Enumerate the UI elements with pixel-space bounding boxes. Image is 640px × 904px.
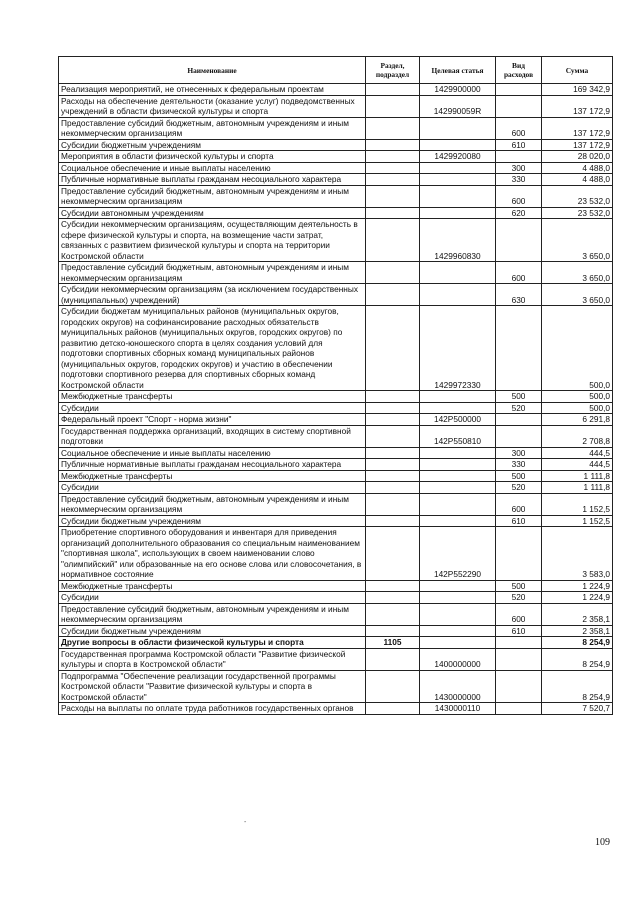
cell-section <box>366 162 420 174</box>
table-row <box>59 414 613 426</box>
cell-kind: 600 <box>496 185 542 207</box>
cell-sum: 1 111,8 <box>542 482 613 494</box>
cell-name: Реализация мероприятий, не отнесенных к федеральным проектам <box>59 84 366 96</box>
cell-name: Публичные нормативные выплаты гражданам несоциального характера <box>59 459 366 471</box>
cell-target: 142P500000 <box>420 414 496 426</box>
cell-kind: 330 <box>496 459 542 471</box>
cell-kind: 520 <box>496 482 542 494</box>
cell-section <box>366 306 420 391</box>
table-row <box>59 402 613 414</box>
table-row <box>59 470 613 482</box>
cell-target: 1430000110 <box>420 703 496 715</box>
cell-name: Субсидии <box>59 482 366 494</box>
cell-name: Субсидии бюджетам муниципальных районов (муниципальных округов, городских округов) на софинансирование расходных обязательств муниципальных районов (муниципальных округов, городских округов) по развитию детско-юношеского спорта в целях создания условий для подготовки спортивных сборных команд муниципальных районов (муниципальных округов, городских округов) и участию в обеспечении подготовки спортивного резерва для спортивных сборных команд Костромской области <box>59 306 366 391</box>
cell-name: Предоставление субсидий бюджетным, автономным учреждениям и иным некоммерческим организациям <box>59 493 366 515</box>
cell-name: Предоставление субсидий бюджетным, автономным учреждениям и иным некоммерческим организациям <box>59 262 366 284</box>
table-row <box>59 151 613 163</box>
cell-target <box>420 470 496 482</box>
cell-target <box>420 447 496 459</box>
cell-kind: 600 <box>496 603 542 625</box>
cell-section <box>366 527 420 581</box>
table-row <box>59 162 613 174</box>
cell-name: Субсидии некоммерческим организациям (за исключением государственных (муниципальных) учреждений) <box>59 284 366 306</box>
cell-target <box>420 162 496 174</box>
cell-sum: 137 172,9 <box>542 117 613 139</box>
cell-target: 1429900000 <box>420 84 496 96</box>
cell-section <box>366 703 420 715</box>
cell-section <box>366 139 420 151</box>
table-row <box>59 391 613 403</box>
cell-kind: 520 <box>496 592 542 604</box>
header-sum: Сумма <box>542 57 613 84</box>
table-row <box>59 262 613 284</box>
table-row <box>59 174 613 186</box>
cell-sum: 3 650,0 <box>542 284 613 306</box>
table-row <box>59 493 613 515</box>
table-row <box>59 447 613 459</box>
table-row <box>59 648 613 670</box>
cell-name: Подпрограмма "Обеспечение реализации государственной программы Костромской области "Развитие физической культуры и спорта в Костромской области" <box>59 670 366 703</box>
cell-target <box>420 637 496 649</box>
cell-section <box>366 117 420 139</box>
cell-name: Федеральный проект "Спорт - норма жизни" <box>59 414 366 426</box>
cell-sum: 3 583,0 <box>542 527 613 581</box>
cell-target: 1400000000 <box>420 648 496 670</box>
table-row <box>59 425 613 447</box>
cell-name: Субсидии <box>59 592 366 604</box>
cell-kind <box>496 95 542 117</box>
cell-sum: 2 358,1 <box>542 625 613 637</box>
cell-sum: 1 152,5 <box>542 515 613 527</box>
header-name: Наименование <box>59 57 366 84</box>
budget-table <box>58 56 613 715</box>
cell-sum: 500,0 <box>542 306 613 391</box>
cell-sum: 444,5 <box>542 447 613 459</box>
cell-sum: 4 488,0 <box>542 162 613 174</box>
table-row <box>59 219 613 262</box>
cell-name: Социальное обеспечение и иные выплаты населению <box>59 447 366 459</box>
cell-kind: 300 <box>496 447 542 459</box>
table-row <box>59 95 613 117</box>
cell-section <box>366 219 420 262</box>
cell-sum: 444,5 <box>542 459 613 471</box>
cell-target <box>420 262 496 284</box>
cell-sum: 2 708,8 <box>542 425 613 447</box>
cell-kind <box>496 84 542 96</box>
table-row <box>59 515 613 527</box>
header-target: Целевая статья <box>420 57 496 84</box>
cell-kind <box>496 425 542 447</box>
cell-section <box>366 470 420 482</box>
cell-sum: 500,0 <box>542 391 613 403</box>
table-row <box>59 207 613 219</box>
cell-kind: 600 <box>496 262 542 284</box>
cell-section <box>366 515 420 527</box>
cell-section <box>366 151 420 163</box>
cell-sum: 137 172,9 <box>542 95 613 117</box>
cell-sum: 137 172,9 <box>542 139 613 151</box>
cell-name: Межбюджетные трансферты <box>59 470 366 482</box>
cell-sum: 3 650,0 <box>542 262 613 284</box>
cell-target: 142P550810 <box>420 425 496 447</box>
cell-kind: 330 <box>496 174 542 186</box>
table-row <box>59 84 613 96</box>
cell-sum: 3 650,0 <box>542 219 613 262</box>
cell-kind: 500 <box>496 391 542 403</box>
cell-sum: 4 488,0 <box>542 174 613 186</box>
cell-sum: 1 224,9 <box>542 580 613 592</box>
cell-sum: 8 254,9 <box>542 637 613 649</box>
table-row <box>59 670 613 703</box>
cell-section <box>366 580 420 592</box>
cell-target <box>420 185 496 207</box>
cell-kind <box>496 637 542 649</box>
cell-target <box>420 139 496 151</box>
cell-target <box>420 493 496 515</box>
cell-name: Субсидии бюджетным учреждениям <box>59 139 366 151</box>
cell-section <box>366 207 420 219</box>
cell-section <box>366 262 420 284</box>
table-row <box>59 527 613 581</box>
cell-target <box>420 117 496 139</box>
table-header-row <box>59 57 613 84</box>
cell-name: Расходы на обеспечение деятельности (оказание услуг) подведомственных учреждений в области физической культуры и спорта <box>59 95 366 117</box>
header-kind: Вид расходов <box>496 57 542 84</box>
cell-name: Межбюджетные трансферты <box>59 580 366 592</box>
cell-target <box>420 515 496 527</box>
cell-sum: 1 152,5 <box>542 493 613 515</box>
cell-kind <box>496 219 542 262</box>
cell-target <box>420 459 496 471</box>
table-row <box>59 703 613 715</box>
budget-sheet <box>58 56 612 715</box>
cell-target: 1429920080 <box>420 151 496 163</box>
cell-sum: 1 111,8 <box>542 470 613 482</box>
cell-kind: 500 <box>496 470 542 482</box>
cell-name: Субсидии <box>59 402 366 414</box>
cell-section <box>366 174 420 186</box>
cell-name: Межбюджетные трансферты <box>59 391 366 403</box>
table-body <box>59 84 613 715</box>
cell-sum: 1 224,9 <box>542 592 613 604</box>
cell-sum: 8 254,9 <box>542 670 613 703</box>
footer-mark: - <box>244 819 247 826</box>
cell-kind <box>496 414 542 426</box>
table-row <box>59 482 613 494</box>
cell-sum: 7 520,7 <box>542 703 613 715</box>
cell-name: Субсидии бюджетным учреждениям <box>59 625 366 637</box>
cell-section <box>366 459 420 471</box>
cell-kind <box>496 670 542 703</box>
cell-target: 1430000000 <box>420 670 496 703</box>
cell-section <box>366 84 420 96</box>
cell-sum: 23 532,0 <box>542 207 613 219</box>
cell-section <box>366 482 420 494</box>
cell-section <box>366 603 420 625</box>
cell-sum: 28 020,0 <box>542 151 613 163</box>
cell-target <box>420 625 496 637</box>
cell-sum: 500,0 <box>542 402 613 414</box>
cell-target <box>420 482 496 494</box>
cell-kind: 610 <box>496 625 542 637</box>
cell-section <box>366 284 420 306</box>
table-row <box>59 117 613 139</box>
cell-section <box>366 95 420 117</box>
cell-sum: 8 254,9 <box>542 648 613 670</box>
cell-kind: 300 <box>496 162 542 174</box>
cell-name: Субсидии автономным учреждениям <box>59 207 366 219</box>
table-row <box>59 580 613 592</box>
cell-section <box>366 391 420 403</box>
table-row <box>59 625 613 637</box>
cell-kind <box>496 648 542 670</box>
cell-name: Государственная поддержка организаций, входящих в систему спортивной подготовки <box>59 425 366 447</box>
cell-target: 142990059R <box>420 95 496 117</box>
cell-target <box>420 284 496 306</box>
cell-name: Расходы на выплаты по оплате труда работников государственных органов <box>59 703 366 715</box>
cell-section: 1105 <box>366 637 420 649</box>
table-row <box>59 306 613 391</box>
header-section: Раздел, подраздел <box>366 57 420 84</box>
table-row <box>59 284 613 306</box>
cell-kind: 600 <box>496 117 542 139</box>
cell-target <box>420 402 496 414</box>
cell-kind: 610 <box>496 515 542 527</box>
cell-name: Государственная программа Костромской области "Развитие физической культуры и спорта в Костромской области" <box>59 648 366 670</box>
cell-name: Субсидии бюджетным учреждениям <box>59 515 366 527</box>
cell-kind: 600 <box>496 493 542 515</box>
cell-section <box>366 493 420 515</box>
cell-section <box>366 625 420 637</box>
cell-section <box>366 185 420 207</box>
cell-kind: 630 <box>496 284 542 306</box>
cell-target: 1429972330 <box>420 306 496 391</box>
cell-section <box>366 414 420 426</box>
cell-target <box>420 603 496 625</box>
cell-kind <box>496 527 542 581</box>
cell-name: Субсидии некоммерческим организациям, осуществляющим деятельность в сфере физической культуры и спорта, на возмещение части затрат, связанных с развитием физической культуры и спорта на территории Костромской области <box>59 219 366 262</box>
cell-name: Мероприятия в области физической культуры и спорта <box>59 151 366 163</box>
cell-sum: 23 532,0 <box>542 185 613 207</box>
cell-target: 1429960830 <box>420 219 496 262</box>
cell-kind: 620 <box>496 207 542 219</box>
cell-kind: 500 <box>496 580 542 592</box>
table-row <box>59 185 613 207</box>
table-row <box>59 603 613 625</box>
cell-section <box>366 402 420 414</box>
cell-kind: 520 <box>496 402 542 414</box>
cell-target <box>420 207 496 219</box>
table-row <box>59 637 613 649</box>
cell-name: Другие вопросы в области физической культуры и спорта <box>59 637 366 649</box>
cell-section <box>366 447 420 459</box>
table-row <box>59 459 613 471</box>
cell-sum: 169 342,9 <box>542 84 613 96</box>
cell-sum: 2 358,1 <box>542 603 613 625</box>
cell-kind <box>496 703 542 715</box>
cell-sum: 6 291,8 <box>542 414 613 426</box>
cell-target <box>420 174 496 186</box>
page-number: 109 <box>595 837 610 848</box>
cell-section <box>366 592 420 604</box>
cell-name: Предоставление субсидий бюджетным, автономным учреждениям и иным некоммерческим организациям <box>59 185 366 207</box>
cell-section <box>366 425 420 447</box>
cell-section <box>366 670 420 703</box>
cell-kind: 610 <box>496 139 542 151</box>
cell-target: 142P552290 <box>420 527 496 581</box>
cell-name: Предоставление субсидий бюджетным, автономным учреждениям и иным некоммерческим организациям <box>59 117 366 139</box>
cell-name: Социальное обеспечение и иные выплаты населению <box>59 162 366 174</box>
cell-target <box>420 592 496 604</box>
cell-kind <box>496 306 542 391</box>
cell-name: Предоставление субсидий бюджетным, автономным учреждениям и иным некоммерческим организациям <box>59 603 366 625</box>
cell-target <box>420 391 496 403</box>
cell-kind <box>496 151 542 163</box>
table-row <box>59 592 613 604</box>
cell-name: Приобретение спортивного оборудования и инвентаря для приведения организаций дополнительного образования со специальным наименованием "спортивная школа", использующих в своем наименовании слово "олимпийский" или образованные на его основе слова или словосочетания, в нормативное состояние <box>59 527 366 581</box>
cell-name: Публичные нормативные выплаты гражданам несоциального характера <box>59 174 366 186</box>
cell-target <box>420 580 496 592</box>
table-row <box>59 139 613 151</box>
cell-section <box>366 648 420 670</box>
